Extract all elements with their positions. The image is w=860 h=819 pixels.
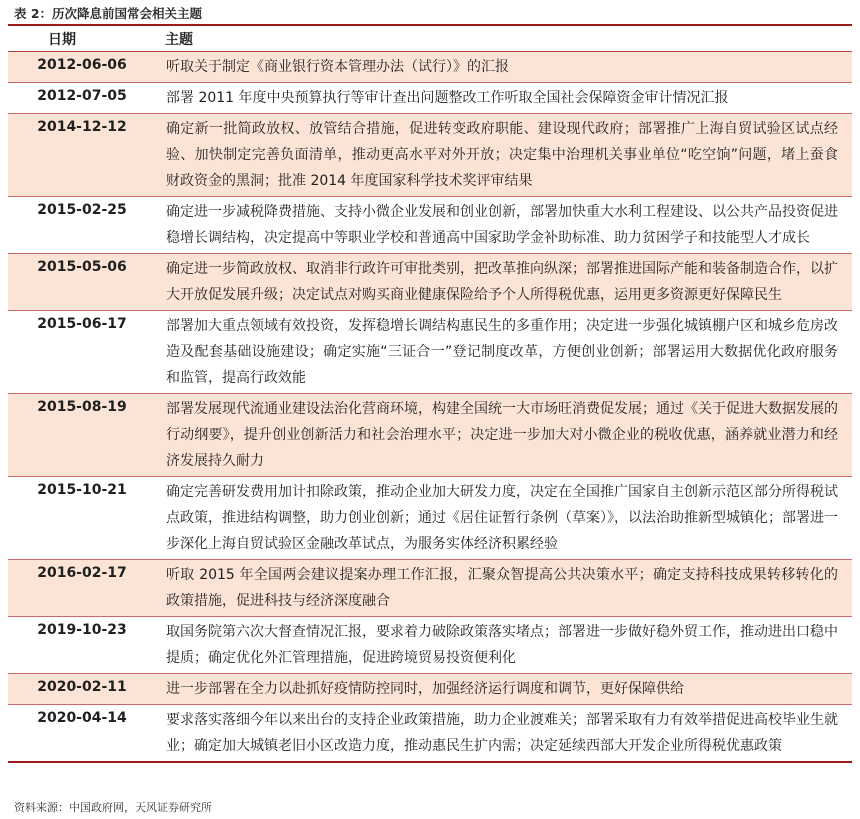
table-row — [8, 705, 852, 763]
table-body — [8, 52, 852, 763]
table-row — [8, 311, 852, 394]
policy-table — [8, 27, 852, 763]
table-row — [8, 477, 852, 560]
table-row — [8, 617, 852, 674]
table-top-rule — [8, 24, 852, 26]
row-date: 2015-06-17 — [8, 311, 164, 394]
row-date: 2015-10-21 — [8, 477, 164, 560]
row-topic: 听取 2015 年全国两会建议提案办理工作汇报，汇聚众智提高公共决策水平；确定支持科技成果转移转化的政策措施，促进科技与经济深度融合 — [164, 560, 852, 617]
row-date: 2014-12-12 — [8, 114, 164, 197]
row-date: 2019-10-23 — [8, 617, 164, 674]
table-row — [8, 560, 852, 617]
source-note: 资料来源：中国政府网，天风证券研究所 — [14, 801, 212, 814]
row-topic: 部署 2011 年度中央预算执行等审计查出问题整改工作听取全国社会保障资金审计情况汇报 — [164, 83, 852, 114]
row-topic: 要求落实落细今年以来出台的支持企业政策措施，助力企业渡难关；部署采取有力有效举措促进高校毕业生就业；确定加大城镇老旧小区改造力度，推动惠民生扩内需；决定延续西部大开发企业所得税优惠政策 — [164, 705, 852, 763]
row-date: 2012-07-05 — [8, 83, 164, 114]
table-row — [8, 83, 852, 114]
row-date: 2016-02-17 — [8, 560, 164, 617]
row-date: 2015-08-19 — [8, 394, 164, 477]
row-topic: 确定进一步简政放权、取消非行政许可审批类别，把改革推向纵深；部署推进国际产能和装备制造合作，以扩大开放促发展升级；决定试点对购买商业健康保险给予个人所得税优惠，运用更多资源更好保障民生 — [164, 254, 852, 311]
table-header-row — [8, 27, 852, 52]
table-row — [8, 197, 852, 254]
row-date: 2020-02-11 — [8, 674, 164, 705]
row-topic: 确定完善研发费用加计扣除政策，推动企业加大研发力度，决定在全国推广国家自主创新示范区部分所得税试点政策，推进结构调整，助力创业创新；通过《居住证暂行条例（草案）》，以法治助推新型城镇化；部署进一步深化上海自贸试验区金融改革试点，为服务实体经济积累经验 — [164, 477, 852, 560]
column-header-date: 日期 — [8, 27, 164, 52]
table-row — [8, 254, 852, 311]
table-row — [8, 114, 852, 197]
row-topic: 确定新一批简政放权、放管结合措施，促进转变政府职能、建设现代政府；部署推广上海自贸试验区试点经验、加快制定完善负面清单，推动更高水平对外开放；决定集中治理机关事业单位“吃空饷”问题，堵上蚕食财政资金的黑洞；批准 2014 年度国家科学技术奖评审结果 — [164, 114, 852, 197]
table-row — [8, 674, 852, 705]
column-header-topic: 主题 — [164, 27, 852, 52]
row-topic: 听取关于制定《商业银行资本管理办法（试行）》的汇报 — [164, 52, 852, 83]
row-topic: 进一步部署在全力以赴抓好疫情防控同时，加强经济运行调度和调节，更好保障供给 — [164, 674, 852, 705]
row-topic: 取国务院第六次大督查情况汇报，要求着力破除政策落实堵点；部署进一步做好稳外贸工作，推动进出口稳中提质；确定优化外汇管理措施，促进跨境贸易投资便利化 — [164, 617, 852, 674]
table-row — [8, 394, 852, 477]
row-topic: 部署发展现代流通业建设法治化营商环境，构建全国统一大市场旺消费促发展；通过《关于促进大数据发展的行动纲要》，提升创业创新活力和社会治理水平；决定进一步加大对小微企业的税收优惠，涵养就业潜力和经济发展持久耐力 — [164, 394, 852, 477]
row-date: 2015-05-06 — [8, 254, 164, 311]
row-date: 2020-04-14 — [8, 705, 164, 763]
table-title: 表 2：历次降息前国常会相关主题 — [14, 6, 203, 21]
row-topic: 确定进一步减税降费措施、支持小微企业发展和创业创新，部署加快重大水利工程建设、以公共产品投资促进稳增长调结构，决定提高中等职业学校和普通高中国家助学金补助标准、助力贫困学子和技能型人才成长 — [164, 197, 852, 254]
table-row — [8, 52, 852, 83]
row-date: 2012-06-06 — [8, 52, 164, 83]
row-date: 2015-02-25 — [8, 197, 164, 254]
row-topic: 部署加大重点领域有效投资，发挥稳增长调结构惠民生的多重作用；决定进一步强化城镇棚户区和城乡危房改造及配套基础设施建设；确定实施“三证合一”登记制度改革，方便创业创新；部署运用大数据优化政府服务和监管，提高行政效能 — [164, 311, 852, 394]
